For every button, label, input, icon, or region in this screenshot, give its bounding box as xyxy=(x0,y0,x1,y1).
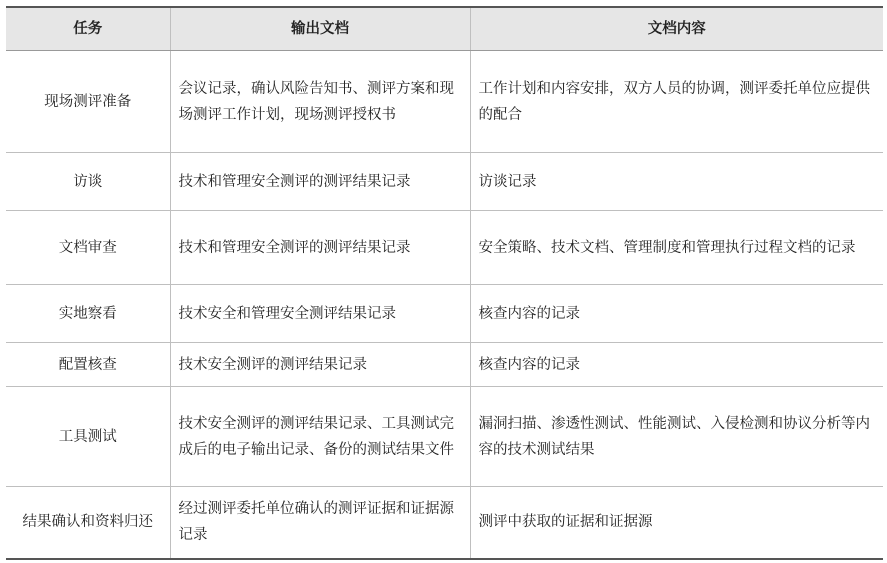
table-row xyxy=(6,285,883,343)
task-cell: 结果确认和资料归还 xyxy=(6,487,170,559)
output-cell: 会议记录，确认风险告知书、测评方案和现场测评工作计划，现场测评授权书 xyxy=(170,51,470,153)
content-cell: 工作计划和内容安排，双方人员的协调，测评委托单位应提供的配合 xyxy=(470,51,883,153)
content-cell: 漏洞扫描、渗透性测试、性能测试、入侵检测和协议分析等内容的技术测试结果 xyxy=(470,387,883,487)
task-cell: 访谈 xyxy=(6,153,170,211)
content-cell: 访谈记录 xyxy=(470,153,883,211)
header-output: 输出文档 xyxy=(170,7,470,51)
output-cell: 技术安全测评的测评结果记录 xyxy=(170,343,470,387)
table-header-row xyxy=(6,7,883,51)
task-cell: 文档审查 xyxy=(6,211,170,285)
header-task: 任务 xyxy=(6,7,170,51)
output-cell: 经过测评委托单位确认的测评证据和证据源记录 xyxy=(170,487,470,559)
content-cell: 核查内容的记录 xyxy=(470,343,883,387)
task-cell: 实地察看 xyxy=(6,285,170,343)
task-cell: 配置核查 xyxy=(6,343,170,387)
table-row xyxy=(6,153,883,211)
table-row xyxy=(6,487,883,559)
document-table xyxy=(6,6,883,560)
output-cell: 技术和管理安全测评的测评结果记录 xyxy=(170,211,470,285)
header-content: 文档内容 xyxy=(470,7,883,51)
table-row xyxy=(6,387,883,487)
table-row xyxy=(6,343,883,387)
output-cell: 技术和管理安全测评的测评结果记录 xyxy=(170,153,470,211)
content-cell: 测评中获取的证据和证据源 xyxy=(478,514,653,531)
content-cell: 核查内容的记录 xyxy=(470,285,883,343)
table-row xyxy=(6,211,883,285)
task-cell: 现场测评准备 xyxy=(6,51,170,153)
content-cell: 安全策略、技术文档、管理制度和管理执行过程文档的记录 xyxy=(470,211,883,285)
table-row xyxy=(6,51,883,153)
output-cell: 技术安全测评的测评结果记录、工具测试完成后的电子输出记录、备份的测试结果文件 xyxy=(170,387,470,487)
output-cell: 技术安全和管理安全测评结果记录 xyxy=(170,285,470,343)
task-cell: 工具测试 xyxy=(6,387,170,487)
